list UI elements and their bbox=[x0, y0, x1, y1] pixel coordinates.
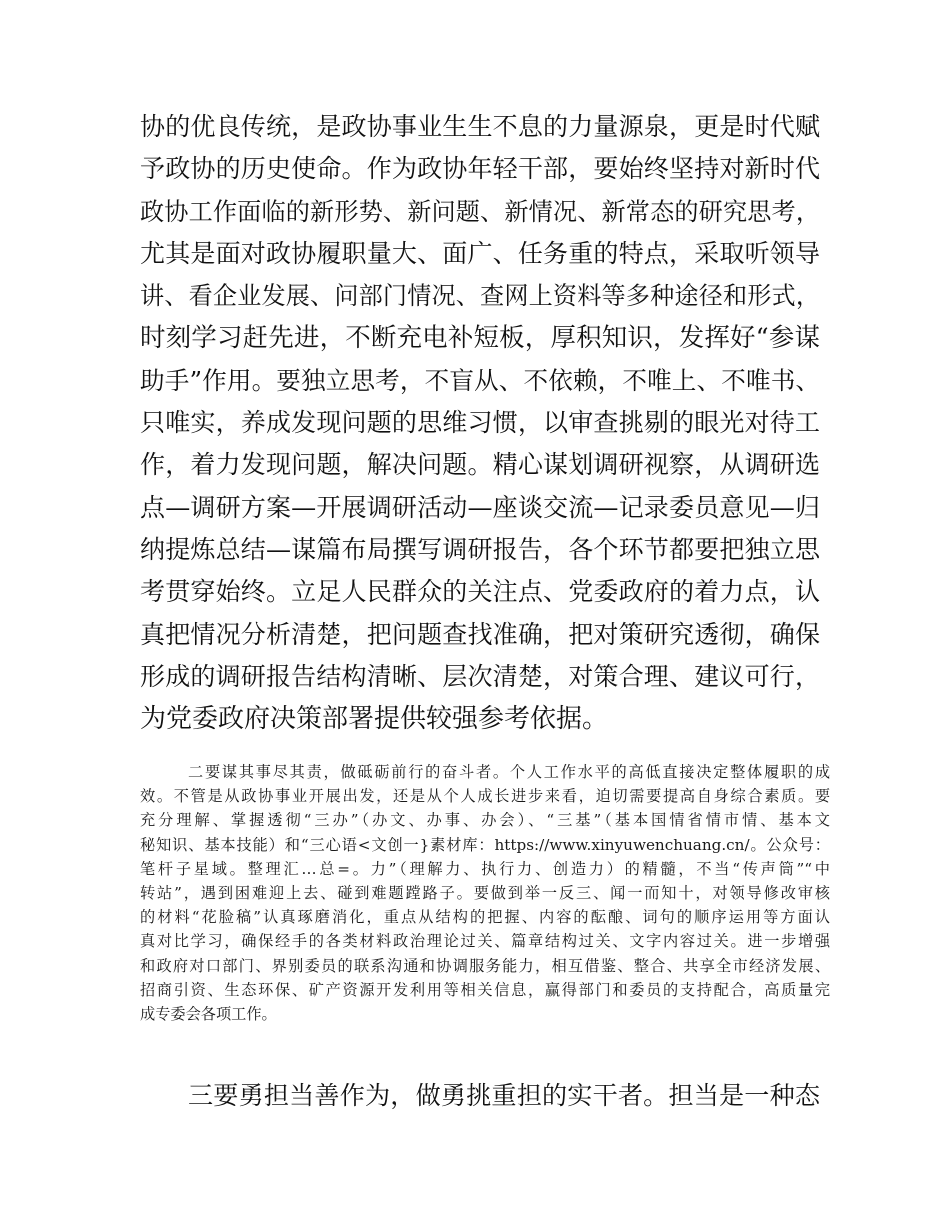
paragraph-line: 招商引资、生态环保、矿产资源开发利用等相关信息，赢得部门和委员的支持配合，高质量完 bbox=[140, 980, 830, 999]
paragraph-line: 尤其是面对政协履职量大、面广、任务重的特点，采取听领导 bbox=[140, 238, 820, 268]
paragraph-line: 三要勇担当善作为，做勇挑重担的实干者。担当是一种态 bbox=[188, 1081, 820, 1110]
paragraph-line: 形成的调研报告结构清晰、层次清楚，对策合理、建议可行， bbox=[140, 661, 820, 691]
paragraph-line: 纳提炼总结—谋篇布局撰写调研报告，各个环节都要把独立思 bbox=[140, 534, 820, 564]
paragraph-line: 予政协的历史使命。作为政协年轻干部，要始终坚持对新时代 bbox=[140, 154, 820, 184]
body-paragraph-3 bbox=[188, 1075, 820, 1117]
paragraph-line: 和政府对口部门、界别委员的联系沟通和协调服务能力，相互借鉴、整合、共享全市经济发展、 bbox=[140, 956, 830, 975]
paragraph-line: 时刻学习赶先进，不断充电补短板，厚积知识，发挥好“参谋 bbox=[140, 323, 820, 354]
paragraph-line: 为党委政府决策部署提供较强参考依据。 bbox=[140, 704, 609, 735]
paragraph-line: 协的优良传统，是政协事业生生不息的力量源泉，更是时代赋 bbox=[140, 112, 820, 141]
paragraph-line: 成专委会各项工作。 bbox=[140, 1004, 277, 1023]
paragraph-line: 助手”作用。要独立思考，不盲从、不依赖，不唯上、不唯书、 bbox=[140, 365, 820, 395]
paragraph-line: 政协工作面临的新形势、新问题、新情况、新常态的研究思考， bbox=[140, 197, 820, 226]
paragraph-line: 讲、看企业发展、问部门情况、查网上资料等多种途径和形式， bbox=[140, 282, 820, 311]
paragraph-line: 点—调研方案—开展调研活动—座谈交流—记录委员意见—归 bbox=[140, 492, 820, 522]
paragraph-line: 真把情况分析清楚，把问题查找准确，把对策研究透彻，确保 bbox=[140, 619, 820, 649]
paragraph-line: 转站”，遇到困难迎上去、碰到难题蹚路子。要做到举一反三、闻一而知十，对领导修改审核 bbox=[140, 883, 830, 902]
paragraph-line: 秘知识、基本技能）和“三心语<文创一}素材库：https://www.xinyuwenchuang.cn/。公众号： bbox=[140, 835, 830, 854]
paragraph-line: 二要谋其事尽其责，做砥砺前行的奋斗者。个人工作水平的高低直接决定整体履职的成 bbox=[188, 763, 830, 781]
body-paragraph-1 bbox=[140, 106, 820, 740]
paragraph-line: 充分理解、掌握透彻“三办”（办文、办事、办会）、“三基”（基本国情省情市情、基本文 bbox=[140, 811, 830, 830]
paragraph-line: 效。不管是从政协事业开展出发，还是从个人成长进步来看，迫切需要提高自身综合素质。要 bbox=[140, 787, 830, 806]
paragraph-line: 笔杆子星域。整理汇…总=。力”（理解力、执行力、创造力）的精髓，不当“传声筒”“中 bbox=[140, 859, 830, 878]
paragraph-line: 作，着力发现问题，解决问题。精心谋划调研视察，从调研选 bbox=[140, 450, 820, 480]
paragraph-line: 的材料“花脸稿”认真琢磨消化，重点从结构的把握、内容的酝酿、词句的顺序运用等方面认 bbox=[140, 908, 830, 927]
paragraph-line: 考贯穿始终。立足人民群众的关注点、党委政府的着力点，认 bbox=[140, 577, 820, 607]
paragraph-line: 真对比学习，确保经手的各类材料政治理论过关、篇章结构过关、文字内容过关。进一步增强 bbox=[140, 932, 830, 951]
paragraph-line: 只唯实，养成发现问题的思维习惯，以审查挑剔的眼光对待工 bbox=[140, 408, 820, 438]
body-paragraph-2 bbox=[140, 760, 830, 1026]
